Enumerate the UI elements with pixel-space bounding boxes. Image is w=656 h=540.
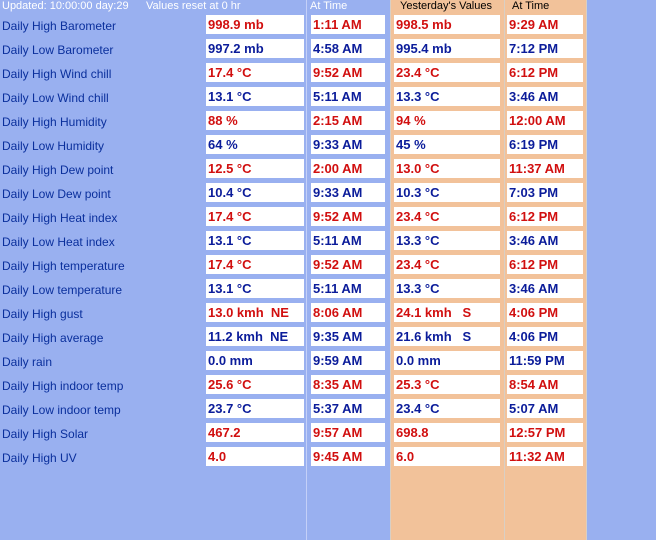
column-separator xyxy=(504,0,505,540)
yesterday-time: 6:12 PM xyxy=(507,207,583,226)
today-time: 9:35 AM xyxy=(311,327,385,346)
today-value: 88 % xyxy=(206,111,304,130)
yesterday-value: 998.5 mb xyxy=(394,15,500,34)
yesterday-value: 6.0 xyxy=(394,447,500,466)
today-time: 9:52 AM xyxy=(311,255,385,274)
yesterday-time: 12:00 AM xyxy=(507,111,583,130)
today-time: 9:57 AM xyxy=(311,423,385,442)
today-value: 13.0 kmh NE xyxy=(206,303,304,322)
today-value: 11.2 kmh NE xyxy=(206,327,304,346)
row-label: Daily Low Barometer xyxy=(2,43,114,57)
yesterday-time: 3:46 AM xyxy=(507,279,583,298)
yesterday-time: 7:12 PM xyxy=(507,39,583,58)
yesterday-value: 23.4 °C xyxy=(394,255,500,274)
yesterday-time: 6:12 PM xyxy=(507,255,583,274)
yesterday-value: 23.4 °C xyxy=(394,207,500,226)
today-time: 9:52 AM xyxy=(311,207,385,226)
today-time: 5:11 AM xyxy=(311,279,385,298)
yesterday-value: 13.3 °C xyxy=(394,279,500,298)
yesterday-time: 8:54 AM xyxy=(507,375,583,394)
today-time: 9:52 AM xyxy=(311,63,385,82)
today-time: 2:00 AM xyxy=(311,159,385,178)
row-label: Daily Low temperature xyxy=(2,283,123,297)
row-label: Daily High UV xyxy=(2,451,77,465)
today-value: 467.2 xyxy=(206,423,304,442)
today-value: 25.6 °C xyxy=(206,375,304,394)
yesterday-value: 45 % xyxy=(394,135,500,154)
column-separator xyxy=(586,0,587,540)
row-label: Daily High Solar xyxy=(2,427,89,441)
row-label: Daily Low Humidity xyxy=(2,139,105,153)
today-time: 5:37 AM xyxy=(311,399,385,418)
row-label: Daily Low Heat index xyxy=(2,235,115,249)
row-label: Daily High Dew point xyxy=(2,163,114,177)
column-separator xyxy=(390,0,391,540)
today-value: 23.7 °C xyxy=(206,399,304,418)
today-time: 9:33 AM xyxy=(311,183,385,202)
yesterday-value: 24.1 kmh S xyxy=(394,303,500,322)
today-value: 13.1 °C xyxy=(206,279,304,298)
yesterday-value: 995.4 mb xyxy=(394,39,500,58)
row-label: Daily High temperature xyxy=(2,259,125,273)
today-time: 9:59 AM xyxy=(311,351,385,370)
today-time: 8:35 AM xyxy=(311,375,385,394)
updated-label: Updated: 10:00:00 day:29 xyxy=(2,0,129,12)
at-time-header-today: At Time xyxy=(310,0,348,12)
today-value: 10.4 °C xyxy=(206,183,304,202)
row-label: Daily High Heat index xyxy=(2,211,118,225)
column-separator xyxy=(306,0,307,540)
today-time: 9:33 AM xyxy=(311,135,385,154)
yesterday-value: 13.3 °C xyxy=(394,231,500,250)
today-time: 4:58 AM xyxy=(311,39,385,58)
yesterday-value: 698.8 xyxy=(394,423,500,442)
today-value: 4.0 xyxy=(206,447,304,466)
yesterday-value: 13.3 °C xyxy=(394,87,500,106)
row-label: Daily rain xyxy=(2,355,53,369)
today-time: 8:06 AM xyxy=(311,303,385,322)
yesterday-time: 3:46 AM xyxy=(507,87,583,106)
row-label: Daily Low Wind chill xyxy=(2,91,109,105)
today-value: 998.9 mb xyxy=(206,15,304,34)
today-value: 13.1 °C xyxy=(206,87,304,106)
row-label: Daily High Humidity xyxy=(2,115,107,129)
today-value: 17.4 °C xyxy=(206,255,304,274)
yesterday-values-header: Yesterday's Values xyxy=(400,0,492,12)
yesterday-value: 0.0 mm xyxy=(394,351,500,370)
today-value: 12.5 °C xyxy=(206,159,304,178)
yesterday-time: 4:06 PM xyxy=(507,327,583,346)
yesterday-value: 13.0 °C xyxy=(394,159,500,178)
today-value: 13.1 °C xyxy=(206,231,304,250)
yesterday-time: 6:19 PM xyxy=(507,135,583,154)
row-label: Daily High indoor temp xyxy=(2,379,124,393)
today-value: 17.4 °C xyxy=(206,207,304,226)
row-label: Daily High average xyxy=(2,331,104,345)
yesterday-value: 10.3 °C xyxy=(394,183,500,202)
yesterday-value: 21.6 kmh S xyxy=(394,327,500,346)
yesterday-value: 23.4 °C xyxy=(394,399,500,418)
yesterday-time: 5:07 AM xyxy=(507,399,583,418)
today-value: 0.0 mm xyxy=(206,351,304,370)
yesterday-value: 25.3 °C xyxy=(394,375,500,394)
today-time: 5:11 AM xyxy=(311,231,385,250)
row-label: Daily Low Dew point xyxy=(2,187,111,201)
yesterday-value: 23.4 °C xyxy=(394,63,500,82)
yesterday-time: 11:32 AM xyxy=(507,447,583,466)
yesterday-time: 9:29 AM xyxy=(507,15,583,34)
today-time: 1:11 AM xyxy=(311,15,385,34)
row-label: Daily High Wind chill xyxy=(2,67,112,81)
yesterday-time: 11:59 PM xyxy=(507,351,583,370)
today-value: 997.2 mb xyxy=(206,39,304,58)
yesterday-time: 12:57 PM xyxy=(507,423,583,442)
yesterday-time: 3:46 AM xyxy=(507,231,583,250)
yesterday-time: 7:03 PM xyxy=(507,183,583,202)
row-label: Daily Low indoor temp xyxy=(2,403,121,417)
yesterday-time: 6:12 PM xyxy=(507,63,583,82)
yesterday-time: 11:37 AM xyxy=(507,159,583,178)
at-time-header-yesterday: At Time xyxy=(512,0,550,12)
today-value: 64 % xyxy=(206,135,304,154)
yesterday-time: 4:06 PM xyxy=(507,303,583,322)
today-time: 5:11 AM xyxy=(311,87,385,106)
today-time: 9:45 AM xyxy=(311,447,385,466)
reset-note: Values reset at 0 hr xyxy=(146,0,241,12)
row-label: Daily High gust xyxy=(2,307,83,321)
today-time: 2:15 AM xyxy=(311,111,385,130)
today-value: 17.4 °C xyxy=(206,63,304,82)
yesterday-value: 94 % xyxy=(394,111,500,130)
row-label: Daily High Barometer xyxy=(2,19,117,33)
